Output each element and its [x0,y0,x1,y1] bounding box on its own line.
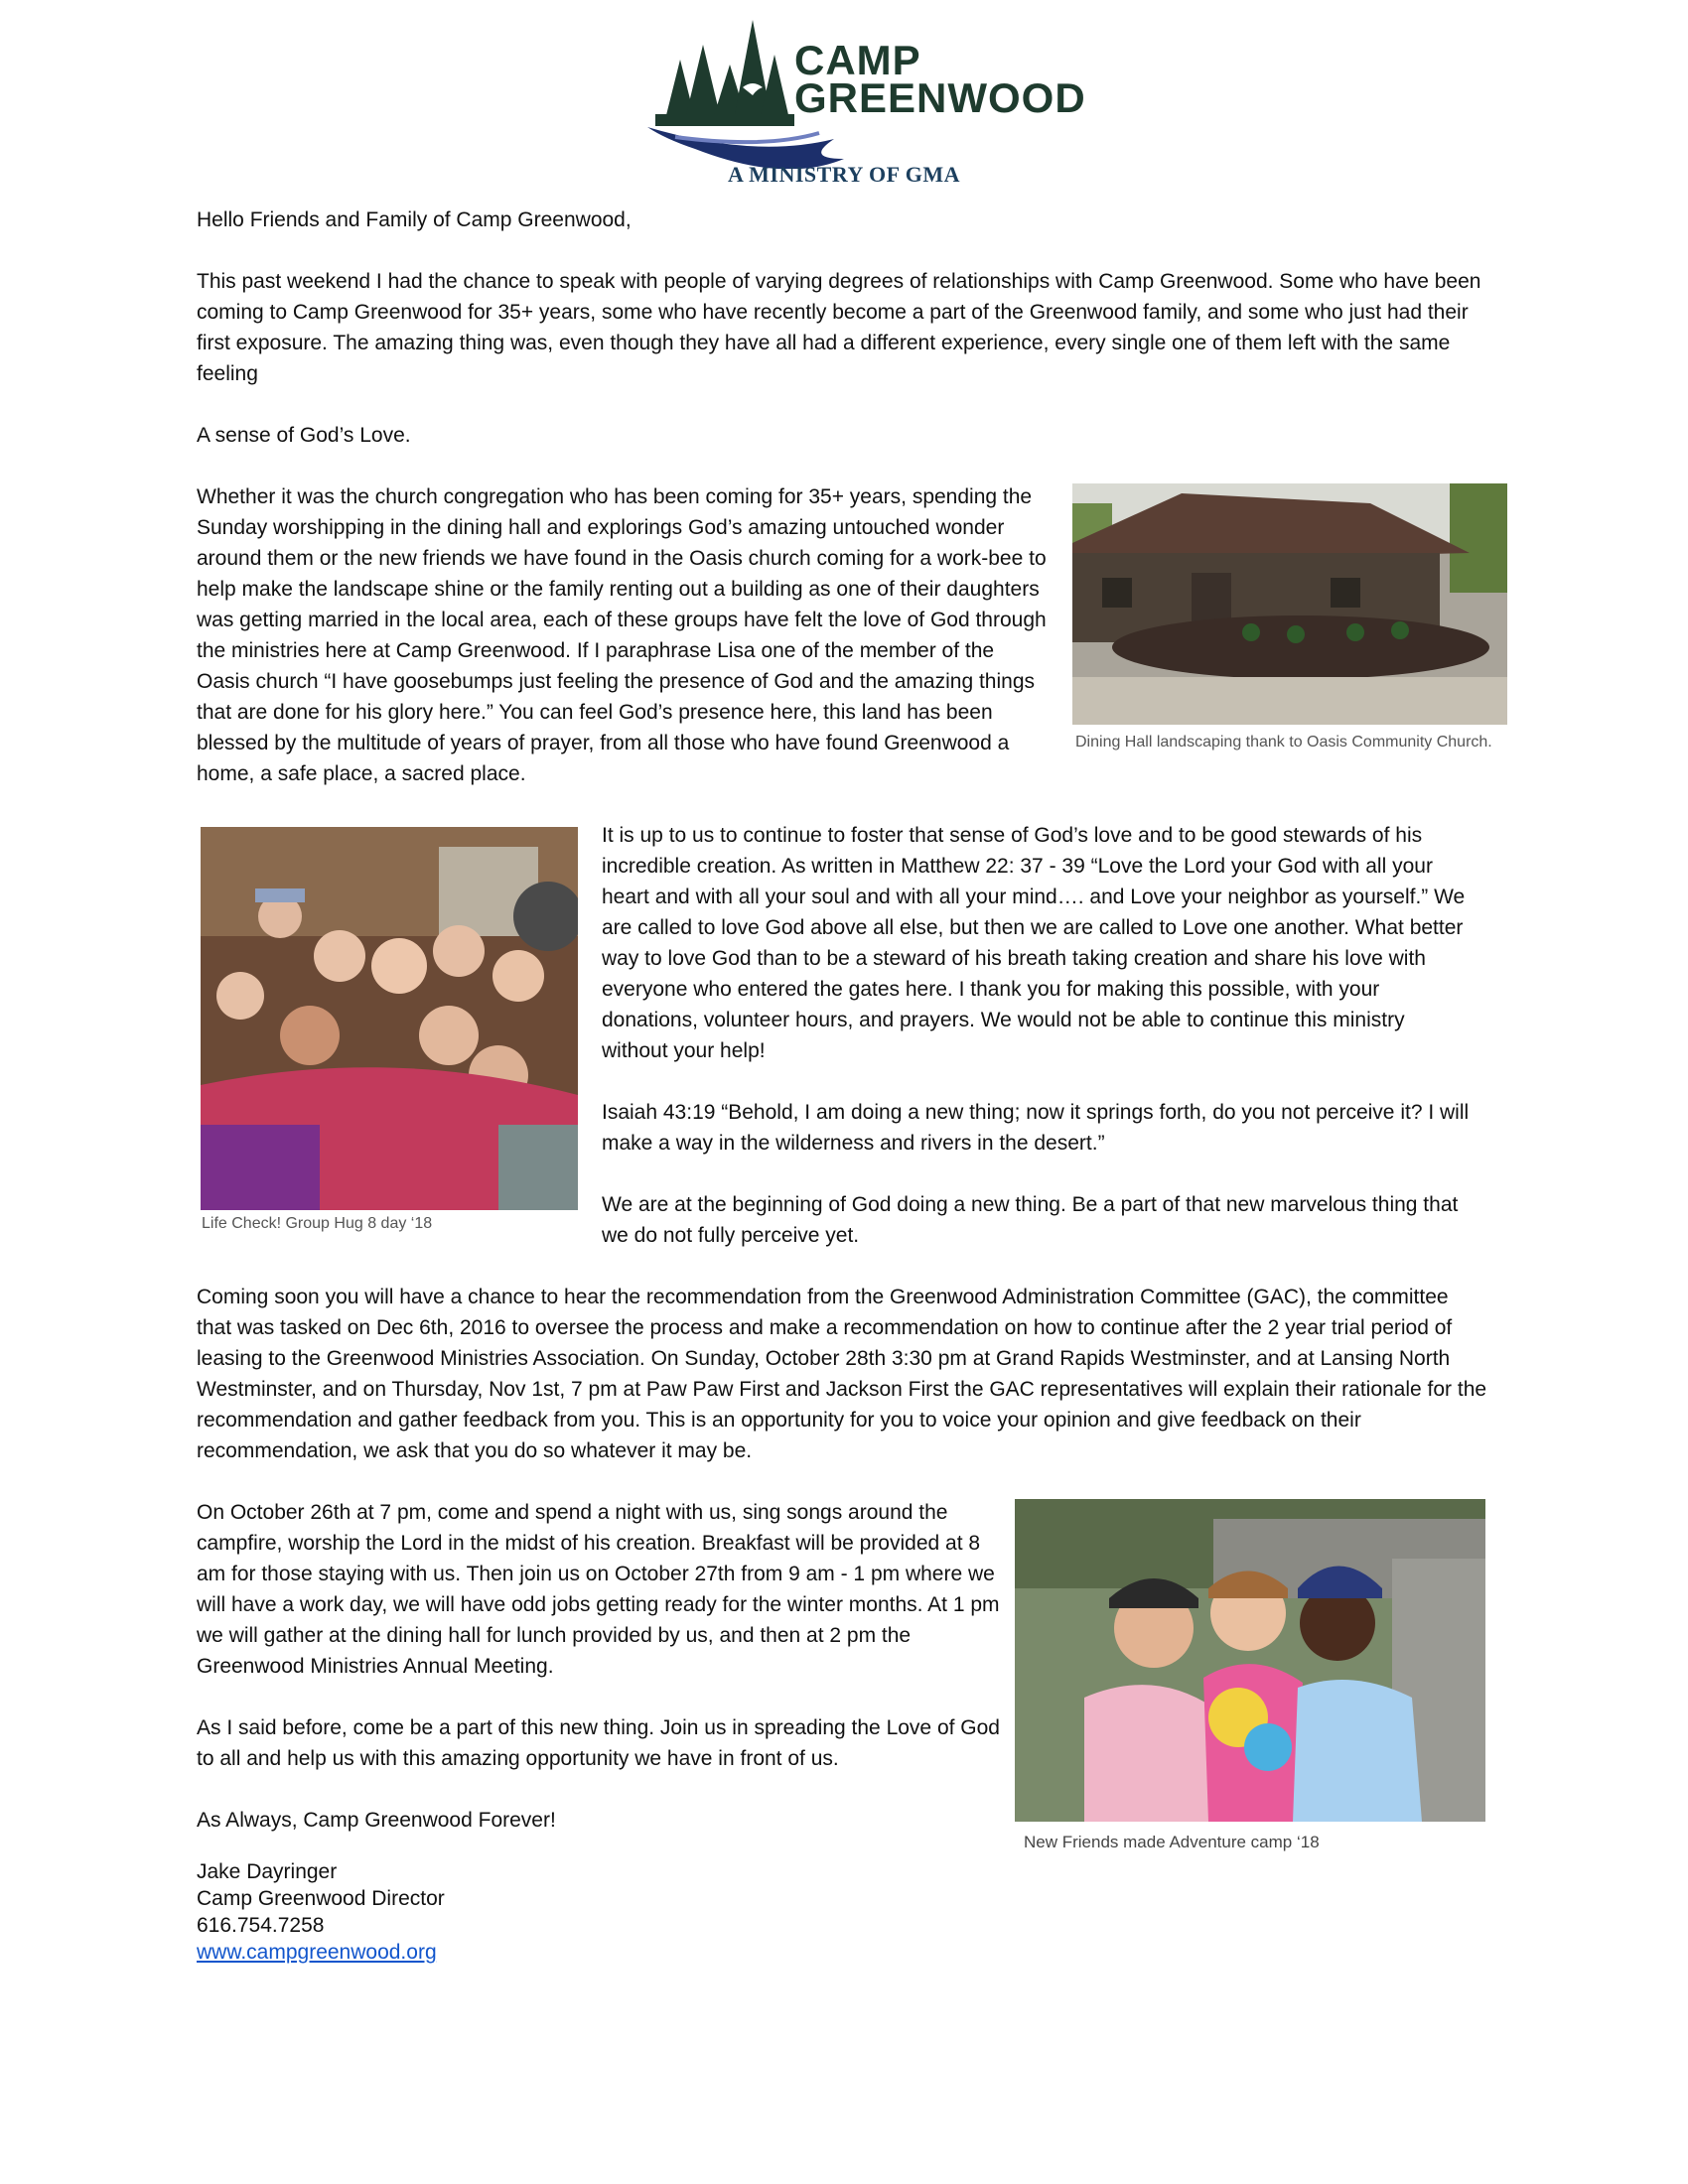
ministry-subtitle: A MINISTRY OF GMA [727,162,961,187]
signature-name: Jake Dayringer [197,1860,338,1883]
logo-text-greenwood: GREENWOOD [794,74,1086,121]
paragraph-join: As I said before, come be a part of this new thing. Join us in spreading the Love of God to all and help us with this amazing opportunity we have in front of us. [197,1716,1000,1770]
signature-block [197,1858,892,1966]
paragraph-groups: Whether it was the church congregation who has been coming for 35+ years, spending the Sunday worshipping in the dining hall and explorings God’s amazing untouched wonder around them or the new friends we have found in the Oasis church coming for a work-bee to help make the landscape shine or the family renting out a building as one of their daughters was getting married in the local area, each of these groups have felt the love of God through the ministries here at Camp Greenwood. If I paraphrase Lisa one of the member of the Oasis church “I have goosebumps just feeling the presence of God and the amazing things that are done for his glory here.” You can feel God’s presence here, this land has been blessed by the multitude of years of prayer, from all those who have found Greenwood a home, a safe place, a sacred place. [197,485,1047,785]
new-friends-photo [1015,1499,1485,1822]
closing-line: As Always, Camp Greenwood Forever! [197,1809,556,1832]
greeting: Hello Friends and Family of Camp Greenwood, [197,208,632,231]
dining-hall-photo [1072,483,1507,725]
new-friends-caption: New Friends made Adventure camp ‘18 [1024,1833,1320,1851]
website-link[interactable]: www.campgreenwood.org [197,1941,437,1964]
paragraph-gods-love: A sense of God’s Love. [197,424,411,447]
group-hug-caption: Life Check! Group Hug 8 day ‘18 [202,1215,433,1232]
signature-title: Camp Greenwood Director [197,1887,445,1910]
paragraph-intro: This past weekend I had the chance to speak with people of varying degrees of relationships with Camp Greenwood. Some who have been coming to Camp Greenwood for 35+ years, some who have recently become a part of the Greenwood family, and some who just had their first exposure. The amazing thing was, even though they have all had a different experience, every single one of them left with the same feeling [197,270,1481,385]
paragraph-gac: Coming soon you will have a chance to hear the recommendation from the Greenwood Administration Committee (GAC), the committee that was tasked on Dec 6th, 2016 to oversee the process and make a recommendation on how to continue after the 2 year trial period of leasing to the Greenwood Ministries Association. On Sunday, October 28th 3:30 pm at Grand Rapids Westminster, and at Lansing North Westminster, and on Thursday, Nov 1st, 7 pm at Paw Paw First and Jackson First the GAC representatives will explain their rationale for the recommendation and gather feedback from you. This is an opportunity for you to voice your opinion and give feedback on their recommendation, we ask that you do so whatever it may be. [197,1286,1487,1462]
paragraph-isaiah: Isaiah 43:19 “Behold, I am doing a new thing; now it springs forth, do you not perceive it? I will make a way in the wilderness and rivers in the desert.” [602,1101,1470,1155]
paragraph-new-thing: We are at the beginning of God doing a new thing. Be a part of that new marvelous thing that we do not fully perceive yet. [602,1193,1459,1247]
dining-hall-caption: Dining Hall landscaping thank to Oasis Community Church. [1075,734,1492,751]
paragraph-event: On October 26th at 7 pm, come and spend a night with us, sing songs around the campfire, worship the Lord in the midst of his creation. Breakfast will be provided at 8 am for those staying with us. Then join us on October 27th from 9 am - 1 pm where we will have a work day, we will have odd jobs getting ready for the winter months. At 1 pm we will gather at the dining hall for lunch provided by us, and then at 2 pm the Greenwood Ministries Annual Meeting. [197,1501,1000,1678]
logo-text-camp: CAMP [794,37,921,83]
paragraph-stewards: It is up to us to continue to foster that sense of God’s love and to be good stewards of his incredible creation. As written in Matthew 22: 37 - 39 “Love the Lord your God with all your heart and with all your soul and with all your mind…. and Love your neighbor as yourself.” We are called to love God above all else, but then we are called to Love one another. What better way to love God than to be a steward of his breath taking creation and share his love with everyone who entered the gates here. I thank you for making this possible, with your donations, volunteer hours, and prayers. We would not be able to continue this ministry without your help! [602,824,1466,1062]
group-hug-photo [201,827,578,1210]
signature-phone: 616.754.7258 [197,1914,325,1937]
